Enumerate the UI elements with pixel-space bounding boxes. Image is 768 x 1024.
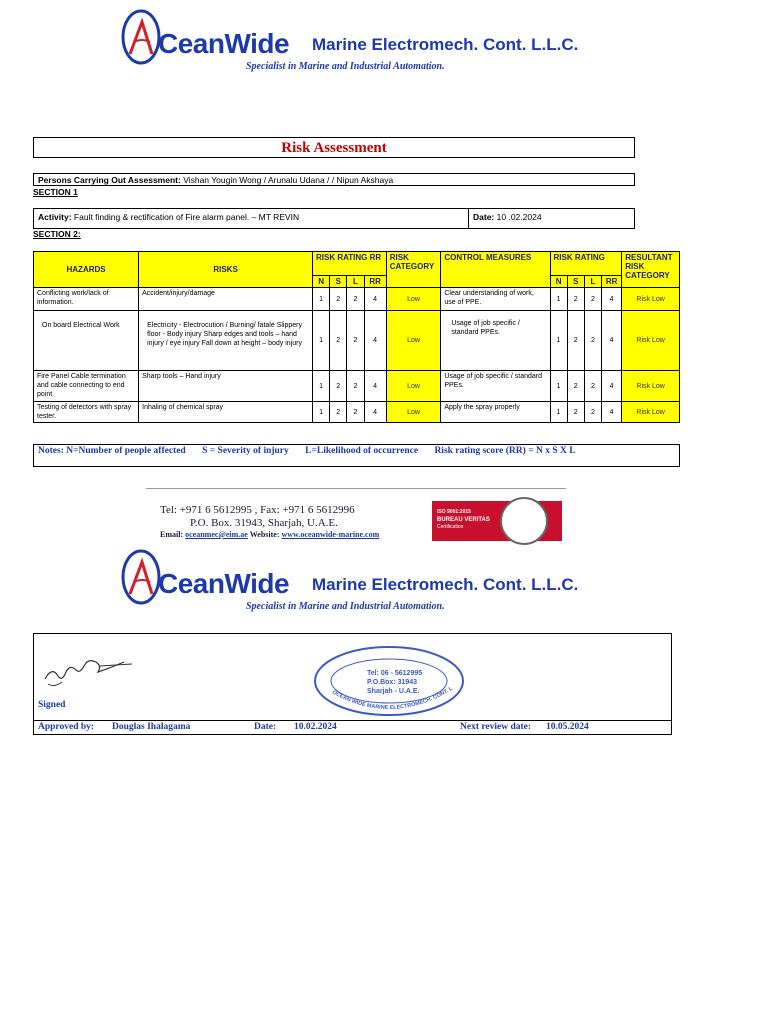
notes-box	[33, 444, 680, 467]
n2-cell: 1	[550, 371, 567, 402]
s2-cell: 2	[567, 311, 584, 371]
bureau-veritas-seal-icon	[500, 497, 548, 545]
stamp-po: P.O.Box: 31943	[367, 679, 418, 686]
approved-value: Douglas Ihalagama	[112, 722, 191, 732]
sub-s-2: S	[567, 276, 584, 288]
date-label: Date:	[473, 212, 495, 222]
activity-value: Fault finding & rectification of Fire alarm panel. – MT REVIN	[73, 212, 300, 222]
footer-divider	[146, 488, 566, 489]
sub-rr-2: RR	[602, 276, 622, 288]
note-s: S = Severity of injury	[202, 446, 289, 456]
header-risk-rating: RISK RATING RR	[313, 252, 387, 276]
persons-row	[33, 173, 635, 186]
signed-label: Signed	[38, 700, 66, 710]
l-cell: 2	[347, 402, 364, 423]
sub-l-2: L	[584, 276, 601, 288]
stamp-ring-text	[311, 645, 454, 711]
sub-l: L	[347, 276, 364, 288]
note-n: Notes: N=Number of people affected	[38, 446, 186, 456]
n2-cell: 1	[550, 402, 567, 423]
contact-web-line	[160, 530, 379, 539]
activity-row	[33, 208, 635, 229]
header-resultant: RESULTANT RISK CATEGORY	[622, 252, 680, 288]
section-2-label: SECTION 2:	[33, 229, 81, 239]
l-cell: 2	[347, 371, 364, 402]
review-value: 10.05.2024	[546, 722, 589, 732]
header-hazards: HAZARDS	[34, 252, 139, 288]
stamp-tel: Tel: 06 - 5612995	[367, 670, 423, 677]
l-cell: 2	[347, 311, 364, 371]
result-cell: Risk Low	[622, 402, 680, 423]
s2-cell: 2	[567, 402, 584, 423]
contact-tel: Tel: +971 6 5612995 , Fax: +971 6 5612996	[160, 504, 355, 516]
control-cell: Apply the spray properly	[441, 402, 550, 423]
signature-divider	[34, 720, 671, 721]
s-cell: 2	[330, 311, 347, 371]
stamp-city: Sharjah - U.A.E.	[367, 688, 420, 695]
category-cell: Low	[386, 402, 441, 423]
hazard-cell: Testing of detectors with spray tester.	[34, 402, 139, 423]
company-stamp	[311, 645, 467, 717]
table-row	[34, 371, 680, 402]
result-cell: Risk Low	[622, 371, 680, 402]
category-cell: Low	[386, 311, 441, 371]
date-value: 10 .02.2024	[496, 212, 542, 222]
category-cell: Low	[386, 371, 441, 402]
risk-table	[33, 251, 680, 423]
activity-label: Activity:	[38, 212, 72, 222]
section-1-label: SECTION 1	[33, 187, 78, 197]
iso-certification-badge	[432, 501, 562, 541]
contact-po: P.O. Box. 31943, Sharjah, U.A.E.	[190, 517, 338, 529]
web-label: Website:	[249, 530, 280, 539]
signature-scribble-icon	[40, 644, 140, 694]
sig-date-label: Date:	[254, 722, 277, 732]
note-l: L=Likelihood of occurrence	[305, 446, 419, 456]
signature-box	[33, 633, 672, 735]
note-rr: Risk rating score (RR) = N x S X L	[434, 446, 576, 456]
l2-cell: 2	[584, 288, 601, 311]
website-link[interactable]: www.oceanwide-marine.com	[281, 530, 380, 539]
l2-cell: 2	[584, 371, 601, 402]
rr2-cell: 4	[602, 371, 622, 402]
approved-label: Approved by:	[38, 722, 95, 732]
risk-cell: Accident/injury/damage	[139, 288, 313, 311]
email-label: Email:	[160, 530, 184, 539]
s2-cell: 2	[567, 371, 584, 402]
activity-divider	[468, 209, 469, 228]
hazard-cell: Conflicting work/lack of information.	[34, 288, 139, 311]
email-link[interactable]: oceanmec@eim.ae	[185, 530, 248, 539]
n-cell: 1	[313, 371, 330, 402]
company-logo	[120, 8, 600, 78]
brand-suffix: Marine Electromech. Cont. L.L.C.	[312, 35, 579, 54]
n2-cell: 1	[550, 288, 567, 311]
certification-text: Certification	[437, 524, 464, 530]
result-cell: Risk Low	[622, 311, 680, 371]
header-control-measures: CONTROL MEASURES	[441, 252, 550, 288]
n-cell: 1	[313, 288, 330, 311]
logo-emblem-icon	[120, 8, 162, 66]
table-row	[34, 288, 680, 311]
risk-cell: Sharp tools – Hand injury	[139, 371, 313, 402]
brand-suffix: Marine Electromech. Cont. L.L.C.	[312, 575, 579, 594]
sig-date-value: 10.02.2024	[294, 722, 337, 732]
table-row	[34, 402, 680, 423]
rr2-cell: 4	[602, 402, 622, 423]
rr-cell: 4	[364, 402, 386, 423]
rr-cell: 4	[364, 288, 386, 311]
n-cell: 1	[313, 402, 330, 423]
stamp-ring-path: OCEAN WIDE MARINE ELECTROMECH. CONT. L	[331, 685, 454, 712]
review-label: Next review date:	[460, 722, 532, 732]
rr-cell: 4	[364, 371, 386, 402]
sub-n: N	[313, 276, 330, 288]
control-cell: Usage of job specific / standard PPEs.	[441, 311, 550, 371]
rr2-cell: 4	[602, 311, 622, 371]
result-cell: Risk Low	[622, 288, 680, 311]
hazard-cell: On board Electrical Work	[34, 311, 139, 371]
company-logo-footer	[120, 548, 600, 618]
l2-cell: 2	[584, 311, 601, 371]
brand-tagline: Specialist in Marine and Industrial Automation.	[246, 61, 445, 72]
header-risks: RISKS	[139, 252, 313, 288]
sub-n-2: N	[550, 276, 567, 288]
n-cell: 1	[313, 311, 330, 371]
s-cell: 2	[330, 371, 347, 402]
brand-tagline: Specialist in Marine and Industrial Automation.	[246, 601, 445, 612]
sub-s: S	[330, 276, 347, 288]
risk-cell: Electricity - Electrocution / Burning/ fatale Slippery floor - Body injury Sharp edges and tools – hand injury / eye injury Fall down at height – body injury	[139, 311, 313, 371]
hazard-cell: Fire Panel Cable termination and cable connecting to end point	[34, 371, 139, 402]
brand-name: CeanWide	[158, 28, 290, 59]
document-title-box	[33, 137, 635, 158]
document-title: Risk Assessment	[281, 140, 387, 156]
brand-name: CeanWide	[158, 568, 290, 599]
s-cell: 2	[330, 288, 347, 311]
header-risk-category: RISK CATEGORY	[386, 252, 441, 288]
l2-cell: 2	[584, 402, 601, 423]
control-cell: Usage of job specific / standard PPEs.	[441, 371, 550, 402]
category-cell: Low	[386, 288, 441, 311]
rr-cell: 4	[364, 311, 386, 371]
logo-emblem-icon	[120, 548, 162, 606]
risk-cell: Inhaling of chemical spray	[139, 402, 313, 423]
s2-cell: 2	[567, 288, 584, 311]
bureau-veritas-text: BUREAU VERITAS	[437, 517, 490, 523]
s-cell: 2	[330, 402, 347, 423]
l-cell: 2	[347, 288, 364, 311]
rr2-cell: 4	[602, 288, 622, 311]
sub-rr: RR	[364, 276, 386, 288]
persons-label: Persons Carrying Out Assessment:	[38, 175, 181, 185]
persons-value: Vishan Yougin Wong / Arunalu Udana / / Nipun Akshaya	[183, 175, 394, 185]
table-row	[34, 311, 680, 371]
iso-text: ISO 9001:2015	[437, 509, 471, 515]
n2-cell: 1	[550, 311, 567, 371]
control-cell: Clear understanding of work, use of PPE.	[441, 288, 550, 311]
header-risk-rating-2: RISK RATING	[550, 252, 622, 276]
